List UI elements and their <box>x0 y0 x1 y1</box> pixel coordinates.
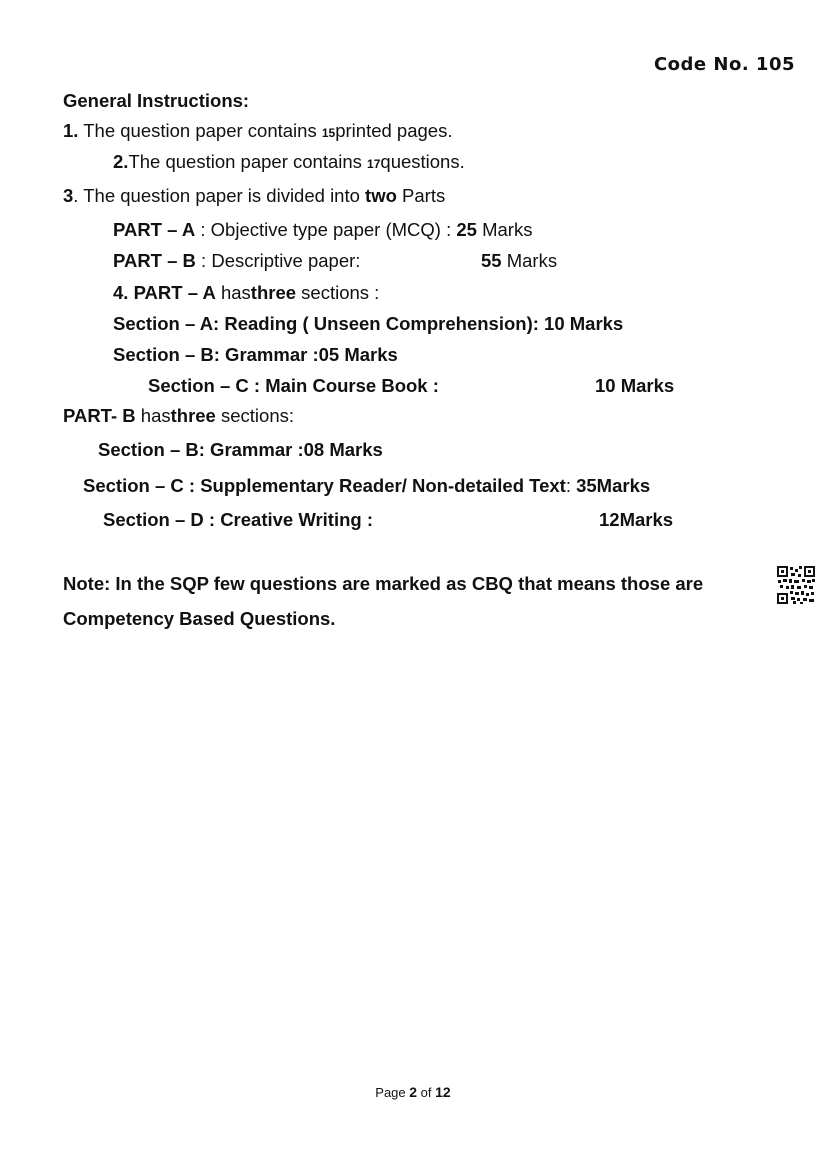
part-a-section-a: Section – A: Reading ( Unseen Comprehension): 10 Marks <box>113 313 624 334</box>
part-label: 4. PART – A <box>113 282 216 303</box>
part-description: : Objective type paper (MCQ) : <box>195 219 457 240</box>
section-label: Section – C : Supplementary Reader/ Non-detailed Text <box>83 475 566 496</box>
part-a-section-c-marks: 10 Marks <box>595 375 675 396</box>
part-description: : Descriptive paper: <box>195 250 361 271</box>
page-number: 2 <box>409 1084 418 1100</box>
emphasis: two <box>365 185 397 206</box>
item-text: The question paper contains <box>78 120 322 141</box>
part-b-section-b: Section – B: Grammar :08 Marks <box>98 439 383 460</box>
qr-code-icon <box>776 565 816 605</box>
item-text: printed pages. <box>335 120 453 141</box>
item-text: questions. <box>380 151 465 172</box>
part-b-line <box>113 249 360 273</box>
instruction-item-3 <box>63 184 445 208</box>
item-text: has <box>135 405 171 426</box>
part-b-sections-line <box>63 404 294 428</box>
note-line-1: Note: In the SQP few questions are marked as CBQ that means those are <box>63 573 704 594</box>
part-b-marks <box>481 249 557 273</box>
part-label: PART – A <box>113 219 196 240</box>
page-footer <box>0 1083 826 1102</box>
item-text: has <box>215 282 251 303</box>
marks-word: Marks <box>476 219 533 240</box>
part-a-line <box>113 218 532 242</box>
note-line-2: Competency Based Questions. <box>63 608 336 629</box>
part-b-section-c <box>83 474 650 498</box>
part-b-section-d: Section – D : Creative Writing : <box>103 509 374 530</box>
item-text: Parts <box>396 185 446 206</box>
emphasis: three <box>250 282 297 303</box>
marks-number: 25 <box>456 219 477 240</box>
item-number: 1. <box>63 120 79 141</box>
instruction-item-2 <box>113 150 465 176</box>
question-count: 17 <box>367 157 381 171</box>
part-a-section-c: Section – C : Main Course Book : <box>148 375 439 396</box>
marks-number: 55 <box>481 250 502 271</box>
code-number: Code No. 105 <box>653 54 795 75</box>
part-b-section-d-marks: 12Marks <box>599 509 674 530</box>
item-number: 2. <box>113 151 129 172</box>
item-text: sections: <box>215 405 295 426</box>
item-text: sections : <box>296 282 380 303</box>
instructions-title: General Instructions: <box>63 90 250 111</box>
of-word: of <box>417 1085 436 1100</box>
section-colon: : <box>565 475 571 496</box>
item-text: . The question paper is divided into <box>73 185 366 206</box>
total-pages: 12 <box>435 1084 451 1100</box>
instruction-item-1 <box>63 119 452 145</box>
item-text: The question paper contains <box>128 151 368 172</box>
part-label: PART- B <box>63 405 136 426</box>
part-a-section-b: Section – B: Grammar :05 Marks <box>113 344 398 365</box>
instruction-item-4 <box>113 281 379 305</box>
page-count: 15 <box>321 126 336 140</box>
marks-word: Marks <box>501 250 558 271</box>
section-marks: 35Marks <box>570 475 651 496</box>
part-label: PART – B <box>113 250 196 271</box>
page-word: Page <box>375 1085 410 1100</box>
emphasis: three <box>170 405 216 426</box>
item-number: 3 <box>63 185 74 206</box>
